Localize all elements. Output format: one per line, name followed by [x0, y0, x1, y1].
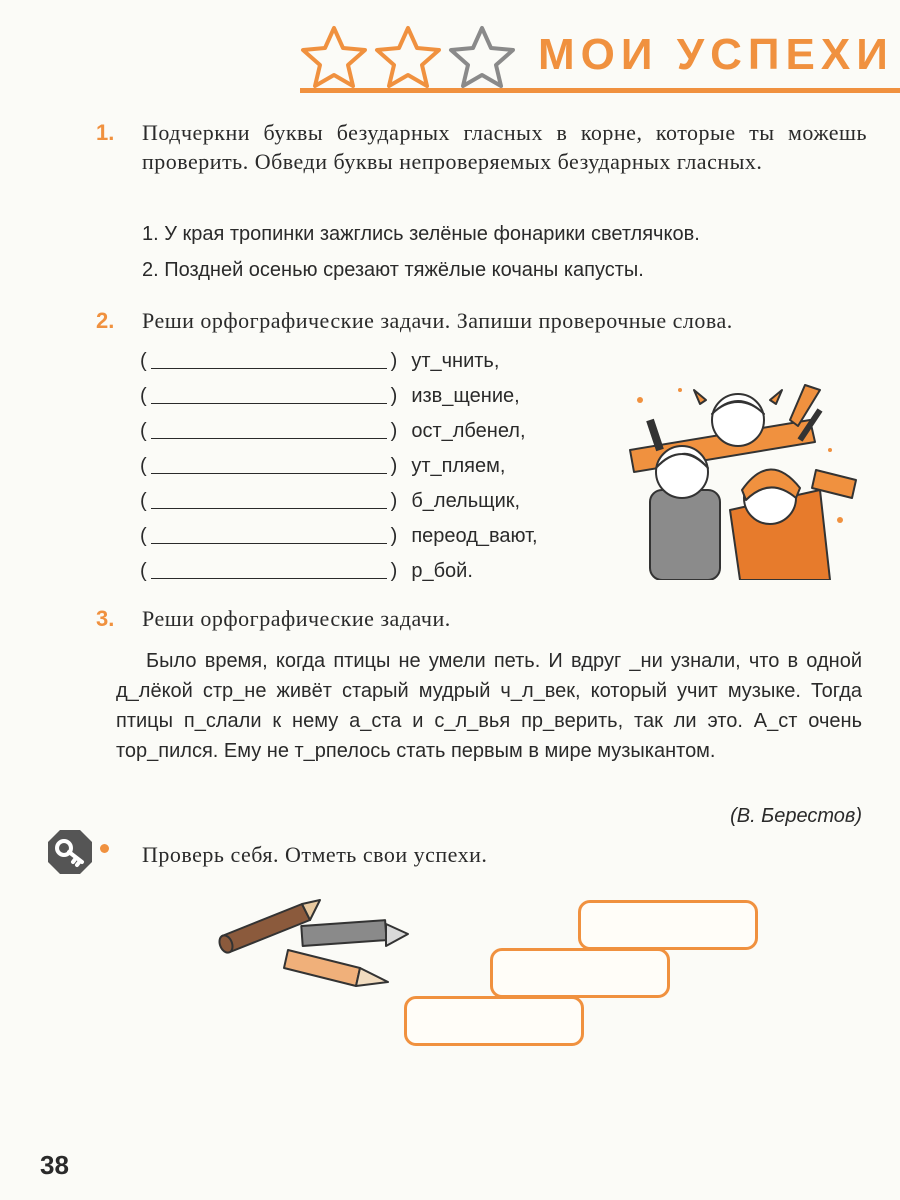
story-text: Было время, когда птицы не умели петь. И вдруг _ни узнали, что в одной д_лёкой стр_не живёт старый мудрый ч_л_век, который учит музыке. Тогда птицы п_слали к нему а_ста и с_л_вья пр_верить, так ли это. А_ст очень тор_пился. Ему не т_рпелось стать первым в мире музыкантом. [116, 650, 862, 762]
task-1-instruction: Подчеркни буквы безударных гласных в корне, которые ты можешь проверить. Обведи буквы непроверяемых безударных гласных. [142, 120, 867, 174]
cheering-children-illustration [620, 380, 860, 580]
answer-line[interactable] [151, 523, 387, 544]
task-word: б_лельщик, [411, 489, 521, 512]
task-2-instruction: Реши орфографические задачи. Запиши проверочные слова. [142, 308, 733, 333]
task-1-number: 1. [96, 120, 115, 145]
bullet-icon [100, 844, 109, 853]
answer-row: ( ) ост_лбенел, [140, 419, 526, 442]
page-title: МОИ УСПЕХИ [538, 30, 894, 79]
page-number: 38 [40, 1150, 69, 1180]
answer-line[interactable] [151, 453, 387, 474]
self-check-instruction: Проверь себя. Отметь свои успехи. [142, 842, 488, 867]
story-author: (В. Берестов) [730, 805, 862, 827]
task-3-instruction: Реши орфографические задачи. [142, 606, 451, 631]
answer-line[interactable] [151, 418, 387, 439]
task-3-number: 3. [96, 606, 115, 631]
pencils-illustration [210, 890, 430, 990]
star-icon [451, 28, 513, 86]
answer-line[interactable] [151, 558, 387, 579]
answer-row: ( ) изв_щение, [140, 384, 520, 407]
task-word: ут_чнить, [411, 349, 500, 372]
task-word: изв_щение, [411, 384, 520, 407]
task-1-sentence-2: 2. Поздней осенью срезают тяжёлые кочаны капусты. [142, 259, 644, 281]
progress-box-top[interactable] [578, 900, 758, 950]
answer-line[interactable] [151, 348, 387, 369]
answer-row: ( ) б_лельщик, [140, 489, 521, 512]
header-divider [300, 88, 900, 93]
answer-row: ( ) ут_чнить, [140, 349, 500, 372]
task-word: ут_пляем, [411, 454, 506, 477]
star-icon [377, 28, 439, 86]
task-word: переод_вают, [411, 524, 538, 547]
answer-row: ( ) переод_вают, [140, 524, 538, 547]
task-word: р_бой. [411, 559, 473, 582]
key-icon [46, 828, 94, 876]
task-2-number: 2. [96, 308, 115, 333]
answer-line[interactable] [151, 488, 387, 509]
task-1-sentence-1: 1. У края тропинки зажглись зелёные фонарики светлячков. [142, 223, 700, 245]
stars-rating [296, 22, 536, 92]
answer-line[interactable] [151, 383, 387, 404]
answer-row: ( ) ут_пляем, [140, 454, 506, 477]
answer-row: ( ) р_бой. [140, 559, 473, 582]
task-word: ост_лбенел, [411, 419, 526, 442]
star-icon [303, 28, 365, 86]
progress-box-middle[interactable] [490, 948, 670, 998]
progress-box-bottom[interactable] [404, 996, 584, 1046]
